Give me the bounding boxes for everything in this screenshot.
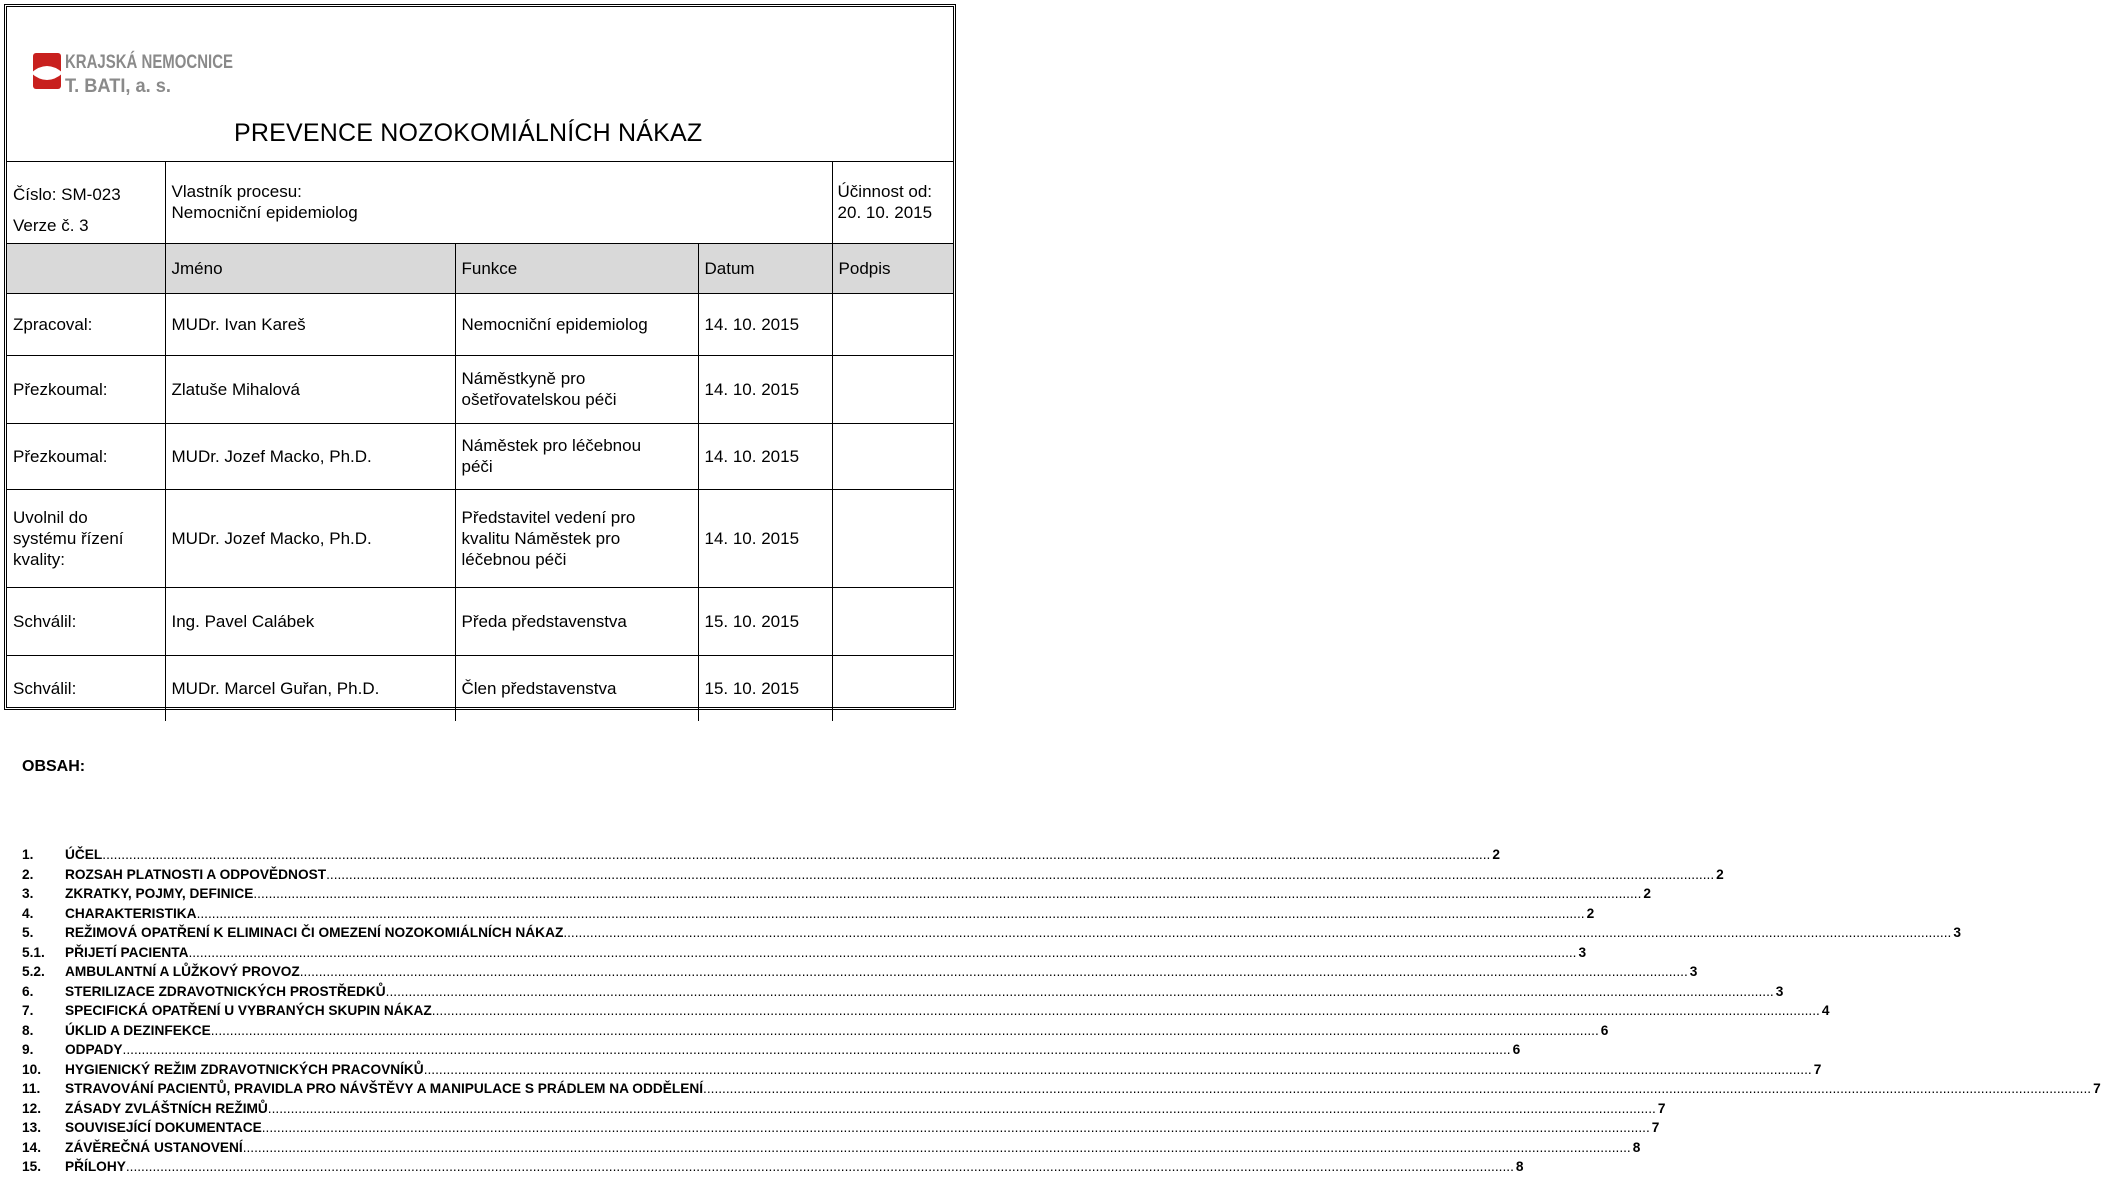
toc-item[interactable] — [22, 923, 1961, 943]
toc-item[interactable] — [22, 845, 1500, 865]
toc-title: OBSAH: — [22, 758, 86, 775]
row-name: Ing. Pavel Calábek — [165, 587, 455, 655]
column-header-name: Jméno — [165, 243, 455, 293]
toc-leader-dots — [703, 1081, 2091, 1096]
table-of-contents — [22, 845, 2101, 1177]
toc-item-text: ZÁSADY ZVLÁŠTNÍCH REŽIMŮ — [65, 1100, 268, 1116]
row-function: Nemocniční epidemiolog — [455, 293, 698, 355]
toc-item-text: HYGIENICKÝ REŽIM ZDRAVOTNICKÝCH PRACOVNÍKŮ — [65, 1061, 424, 1077]
toc-leader-dots — [253, 886, 1641, 901]
meta-owner-cell — [165, 162, 832, 243]
toc-leader-dots — [326, 867, 1714, 882]
table-row — [7, 293, 953, 355]
toc-item-number: 3. — [22, 886, 34, 902]
toc-item[interactable] — [22, 1060, 1822, 1080]
column-header-signature: Podpis — [832, 243, 953, 293]
row-name: MUDr. Jozef Macko, Ph.D. — [165, 423, 455, 489]
row-role: Zpracoval: — [7, 293, 165, 355]
column-header-role — [7, 243, 165, 293]
meta-number-cell — [7, 162, 165, 243]
toc-item-page: 7 — [1813, 1061, 1822, 1077]
row-name: MUDr. Ivan Kareš — [165, 293, 455, 355]
toc-item-page: 8 — [1632, 1139, 1641, 1155]
column-header-date: Datum — [698, 243, 832, 293]
row-signature — [832, 489, 953, 587]
row-date: 15. 10. 2015 — [698, 587, 832, 655]
document-title: PREVENCE NOZOKOMIÁLNÍCH NÁKAZ — [234, 119, 703, 147]
toc-item[interactable] — [22, 962, 1698, 982]
row-date: 14. 10. 2015 — [698, 293, 832, 355]
toc-item-text: REŽIMOVÁ OPATŘENÍ K ELIMINACI ČI OMEZENÍ NOZOKOMIÁLNÍCH NÁKAZ — [65, 925, 564, 941]
toc-item[interactable] — [22, 904, 1595, 924]
row-role: Uvolnil do systému řízení kvality: — [7, 489, 165, 587]
toc-item-number: 5. — [22, 925, 34, 941]
toc-item-number: 2. — [22, 866, 34, 882]
toc-item-page: 3 — [1775, 983, 1784, 999]
toc-item-page: 7 — [1657, 1100, 1666, 1116]
toc-item-number: 5.1. — [22, 944, 45, 960]
toc-item-text: STERILIZACE ZDRAVOTNICKÝCH PROSTŘEDKŮ — [65, 983, 386, 999]
toc-item[interactable] — [22, 943, 1587, 963]
toc-item-text: PŘIJETÍ PACIENTA — [65, 944, 189, 960]
toc-leader-dots — [102, 847, 1490, 862]
row-signature — [832, 423, 953, 489]
toc-leader-dots — [424, 1062, 1812, 1077]
row-date: 14. 10. 2015 — [698, 355, 832, 423]
toc-item-text: SOUVISEJÍCÍ DOKUMENTACE — [65, 1120, 262, 1136]
toc-item-page: 7 — [1651, 1120, 1660, 1136]
owner-label: Vlastník procesu: — [171, 182, 302, 202]
row-signature — [832, 587, 953, 655]
toc-item-text: ROZSAH PLATNOSTI A ODPOVĚDNOST — [65, 866, 327, 882]
toc-item-page: 6 — [1600, 1022, 1609, 1038]
toc-item-page: 8 — [1515, 1159, 1524, 1175]
row-date: 14. 10. 2015 — [698, 423, 832, 489]
toc-leader-dots — [197, 906, 1585, 921]
toc-item-number: 10. — [22, 1061, 42, 1077]
row-signature — [832, 355, 953, 423]
toc-item-number: 7. — [22, 1003, 34, 1019]
toc-item[interactable] — [22, 1099, 1666, 1119]
toc-item[interactable] — [22, 1021, 1609, 1041]
toc-item[interactable] — [22, 1001, 1830, 1021]
meta-row — [7, 162, 953, 243]
toc-item-number: 5.2. — [22, 964, 45, 980]
toc-leader-dots — [262, 1120, 1650, 1135]
column-header-row — [7, 243, 953, 293]
toc-item-text: AMBULANTNÍ A LŮŽKOVÝ PROVOZ — [65, 964, 300, 980]
document-number: Číslo: SM-023 — [13, 185, 121, 204]
toc-item-number: 15. — [22, 1159, 42, 1175]
toc-item-number: 12. — [22, 1100, 42, 1116]
meta-effective-cell — [832, 162, 953, 243]
table-row — [7, 587, 953, 655]
toc-item-page: 3 — [1953, 925, 1961, 941]
toc-leader-dots — [386, 984, 1774, 999]
row-signature — [832, 293, 953, 355]
toc-item-number: 13. — [22, 1120, 42, 1136]
toc-leader-dots — [211, 1023, 1599, 1038]
toc-item-text: ÚČEL — [65, 847, 103, 863]
toc-item[interactable] — [22, 982, 1784, 1002]
toc-leader-dots — [563, 925, 1951, 940]
effective-label: Účinnost od: — [837, 182, 933, 202]
toc-leader-dots — [188, 945, 1576, 960]
toc-item-page: 3 — [1578, 944, 1587, 960]
row-date: 14. 10. 2015 — [698, 489, 832, 587]
row-role: Přezkoumal: — [7, 423, 165, 489]
toc-item-page: 2 — [1716, 866, 1724, 882]
row-role: Přezkoumal: — [7, 355, 165, 423]
row-signature — [832, 655, 953, 721]
table-row — [7, 655, 953, 721]
toc-item[interactable] — [22, 865, 1724, 885]
toc-item-number: 6. — [22, 983, 34, 999]
header-block — [7, 7, 953, 162]
table-row — [7, 489, 953, 587]
effective-value: 20. 10. 2015 — [837, 203, 933, 223]
toc-item-number: 4. — [22, 905, 34, 921]
logo-line1: KRAJSKÁ NEMOCNICE — [65, 52, 279, 73]
toc-item-text: ZKRATKY, POJMY, DEFINICE — [65, 886, 254, 902]
toc-item-page: 6 — [1512, 1042, 1521, 1058]
toc-item-page: 2 — [1643, 886, 1652, 902]
table-row — [7, 355, 953, 423]
toc-item[interactable] — [22, 884, 1652, 904]
row-function: Předa představenstva — [455, 587, 698, 655]
row-role: Schválil: — [7, 655, 165, 721]
toc-item-page: 7 — [2093, 1081, 2101, 1097]
column-header-function: Funkce — [455, 243, 698, 293]
row-function: Představitel vedení pro kvalitu Náměstek pro léčebnou péči — [455, 489, 698, 587]
toc-item-text: CHARAKTERISTIKA — [65, 905, 197, 921]
toc-item-number: 11. — [22, 1081, 41, 1097]
toc-item-text: ODPADY — [65, 1042, 123, 1058]
toc-item-page: 3 — [1689, 964, 1698, 980]
approval-table — [7, 162, 953, 721]
toc-item-text: ÚKLID A DEZINFEKCE — [65, 1022, 211, 1038]
toc-item[interactable] — [22, 1138, 1641, 1158]
toc-leader-dots — [243, 1140, 1631, 1155]
toc-item[interactable] — [22, 1040, 1521, 1060]
toc-item-number: 8. — [22, 1022, 34, 1038]
toc-item[interactable] — [22, 1079, 2101, 1099]
toc-item-page: 2 — [1492, 847, 1500, 863]
toc-leader-dots — [300, 964, 1688, 979]
row-date: 15. 10. 2015 — [698, 655, 832, 721]
toc-item-page: 2 — [1586, 905, 1595, 921]
row-function: Náměstek pro léčebnou péči — [455, 423, 698, 489]
row-name: Zlatuše Mihalová — [165, 355, 455, 423]
toc-item-number: 9. — [22, 1042, 34, 1058]
table-row — [7, 423, 953, 489]
toc-item-text: SPECIFICKÁ OPATŘENÍ U VYBRANÝCH SKUPIN NÁKAZ — [65, 1003, 432, 1019]
toc-item[interactable] — [22, 1157, 1524, 1177]
row-name: MUDr. Jozef Macko, Ph.D. — [165, 489, 455, 587]
toc-leader-dots — [126, 1159, 1514, 1174]
document-version: Verze č. 3 — [13, 216, 89, 235]
toc-leader-dots — [123, 1042, 1511, 1057]
row-function: Člen představenstva — [455, 655, 698, 721]
toc-item-text: PŘÍLOHY — [65, 1159, 126, 1175]
row-name: MUDr. Marcel Guřan, Ph.D. — [165, 655, 455, 721]
logo-line2: T. BATI, a. s. — [65, 76, 171, 97]
toc-item-text: STRAVOVÁNÍ PACIENTŮ, PRAVIDLA PRO NÁVŠTĚVY A MANIPULACE S PRÁDLEM NA ODDĚLENÍ — [65, 1081, 704, 1097]
document-header-frame — [4, 4, 956, 710]
toc-item-number: 1. — [22, 847, 34, 863]
toc-item-number: 14. — [22, 1139, 42, 1155]
toc-item[interactable] — [22, 1118, 1660, 1138]
hospital-logo — [29, 45, 279, 101]
row-function: Náměstkyně pro ošetřovatelskou péči — [455, 355, 698, 423]
owner-value: Nemocniční epidemiolog — [171, 203, 358, 223]
row-role: Schválil: — [7, 587, 165, 655]
toc-leader-dots — [268, 1101, 1656, 1116]
toc-item-text: ZÁVĚREČNÁ USTANOVENÍ — [65, 1139, 243, 1155]
toc-leader-dots — [432, 1003, 1820, 1018]
toc-item-page: 4 — [1821, 1003, 1830, 1019]
